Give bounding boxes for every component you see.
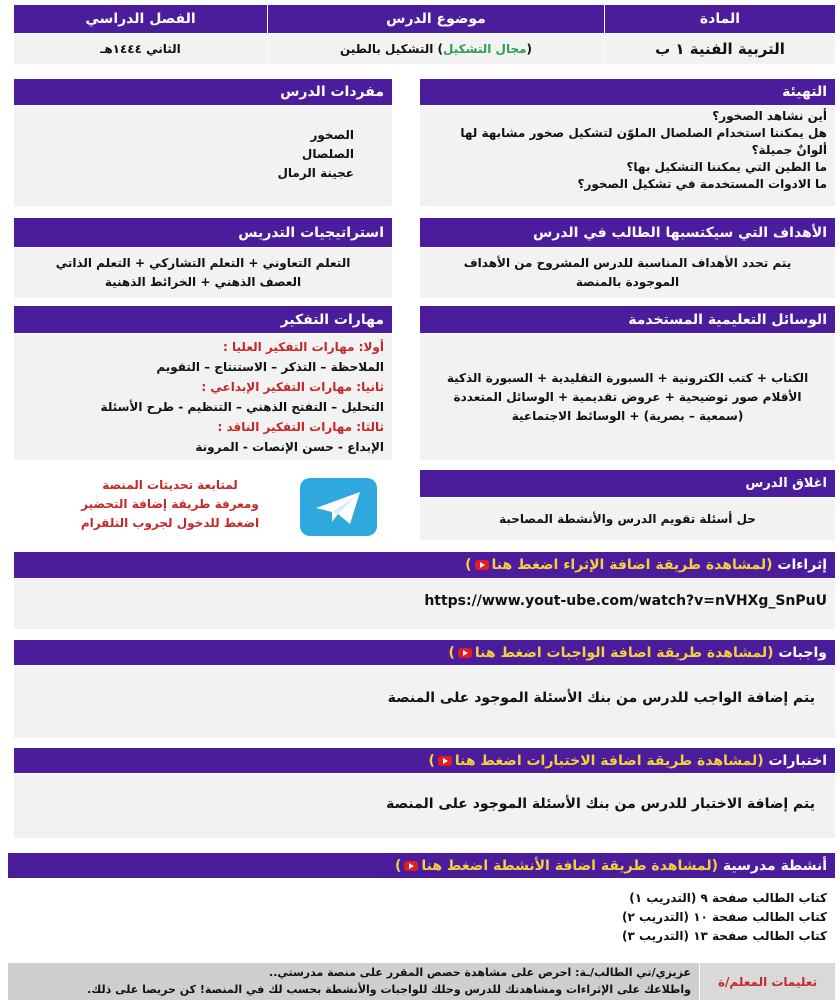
thinking-text: الإبداع - حسن الإنصات - المرونة [195, 440, 384, 454]
enrichment-header [14, 552, 835, 578]
tests-header [14, 748, 835, 773]
tests-body: يتم إضافة الاختبار للدرس من بنك الأسئلة الموجود على المنصة [14, 774, 835, 838]
youtube-icon [404, 861, 418, 871]
homework-video-link[interactable]: (لمشاهدة طريقة اضافة الواجبات اضغط هنا) [448, 644, 774, 661]
warmup-line: أين نشاهد الصخور؟ [712, 109, 827, 123]
subject-value: التربية الفنية ١ ب [605, 34, 835, 64]
goals-header: الأهداف التي سيكتسبها الطالب في الدرس [420, 218, 835, 247]
vocab-item: الصخور [310, 128, 354, 142]
thinking-heading: ثانيا: مهارات التفكير الإبداعي : [201, 380, 384, 394]
thinking-heading: أولا: مهارات التفكير العليا : [223, 340, 384, 354]
homework-body: يتم إضافة الواجب للدرس من بنك الأسئلة الموجود على المنصة [14, 666, 835, 738]
thinking-text: التحليل – التفتح الذهني – التنظيم - طرح الأسئلة [100, 400, 384, 414]
enrichment-url[interactable]: https://www.yout-ube.com/watch?v=nVHXg_SnPuU [14, 579, 835, 629]
strategies-header: استراتيجيات التدريس [14, 218, 392, 247]
strategy-line: العصف الذهني + الخرائط الذهنية [104, 275, 302, 289]
activities-header [8, 853, 835, 878]
activities-body [8, 879, 835, 963]
thinking-header: مهارات التفكير [14, 306, 392, 333]
closing-body: حل أسئلة تقويم الدرس والأنشطة المصاحبة [420, 498, 835, 540]
tools-line: الكتاب + كتب الكترونية + السبورة التقليدية + السبورة الذكية [446, 370, 809, 385]
semester-value: الثاني ١٤٤٤هـ [14, 34, 267, 64]
activities-title: أنشطة مدرسية [722, 857, 827, 874]
activity-line: كتاب الطالب صفحة ١٣ (التدريب ٣) [621, 929, 827, 943]
thinking-text: الملاحظة – التذكر – الاستنتاج – التقويم [156, 360, 384, 374]
enrichment-title: إثراءات [777, 557, 827, 573]
telegram-line: لمتابعة تحديثات المنصة [102, 478, 238, 492]
topic-header: موضوع الدرس [268, 5, 604, 33]
thinking-body [14, 334, 392, 460]
tools-header: الوسائل التعليمية المستخدمة [420, 306, 835, 333]
activity-line: كتاب الطالب صفحة ١٠ (التدريب ٢) [621, 910, 827, 924]
warmup-body [420, 106, 835, 206]
instruction-line: واطلاعك على الإثراءات ومشاهدتك للدرس وحلك للواجبات والأنشطة بحسب لك في المنصة! كن حريصا على ذلك. [87, 983, 691, 996]
vocab-body [14, 106, 392, 206]
tests-video-link[interactable]: (لمشاهدة طريقة اضافة الاختبارات اضغط هنا) [428, 752, 764, 769]
strategy-line: التعلم التعاوني + التعلم التشاركي + التعلم الذاتي [55, 256, 351, 270]
tools-body [420, 334, 835, 460]
vocab-item: عجينة الرمال [277, 166, 354, 180]
instructions-body [8, 963, 699, 1000]
youtube-icon [438, 756, 452, 766]
instruction-line: عزيزي/تي الطالب/ـة: احرص على مشاهدة حصص المقرر على منصة مدرستي.. [269, 966, 691, 979]
youtube-icon [458, 648, 472, 658]
activities-video-link[interactable]: (لمشاهدة طريقة اضافة الأنشطة اضغط هنا) [394, 857, 719, 874]
telegram-line: اضغط للدخول لجروب التلقرام [80, 516, 260, 530]
activity-line: كتاب الطالب صفحة ٩ (التدريب ١) [629, 891, 827, 905]
semester-header: الفصل الدراسي [14, 5, 267, 33]
warmup-line: هل يمكننا استخدام الصلصال الملوّن لتشكيل صخور مشابهة لها ألوانٌ جميلة؟ [460, 126, 827, 157]
instructions-label: تعليمات المعلم/ة [700, 963, 835, 1000]
warmup-header: التهيئة [420, 79, 835, 105]
telegram-line: ومعرفة طريقة إضافة التحضير [81, 497, 259, 511]
warmup-line: ما الادوات المستخدمة في تشكيل الصخور؟ [577, 177, 827, 191]
topic-domain: مجال التشكيل [443, 42, 527, 56]
homework-header [14, 640, 835, 665]
thinking-heading: ثالثا: مهارات التفكير الناقد : [217, 420, 384, 434]
telegram-icon[interactable] [300, 478, 377, 536]
goals-body: يتم تحدد الأهداف المناسبة للدرس المشروح من الأهداف الموجودة بالمنصة [420, 248, 835, 298]
subject-header: المادة [605, 5, 835, 33]
vocab-header: مفردات الدرس [14, 79, 392, 105]
telegram-link[interactable] [70, 476, 270, 533]
tools-line: (سمعية – بصرية) + الوسائط الاجتماعية [511, 408, 744, 423]
youtube-icon [475, 560, 489, 570]
tools-line: الأقلام صور توضيحية + عروض تقديمية + الوسائل المتعددة [453, 389, 802, 404]
topic-text: التشكيل بالطين [339, 42, 434, 56]
strategies-body [14, 248, 392, 298]
homework-title: واجبات [778, 644, 827, 661]
tests-title: اختبارات [768, 752, 827, 769]
topic-value: ( مجال التشكيل ) التشكيل بالطين [268, 34, 604, 64]
vocab-item: الصلصال [301, 147, 354, 161]
warmup-line: ما الطين التي يمكننا التشكيل بها؟ [626, 160, 827, 174]
enrichment-video-link[interactable]: (لمشاهدة طريقة اضافة الإثراء اضغط هنا) [465, 557, 773, 573]
closing-header: اغلاق الدرس [420, 470, 835, 497]
